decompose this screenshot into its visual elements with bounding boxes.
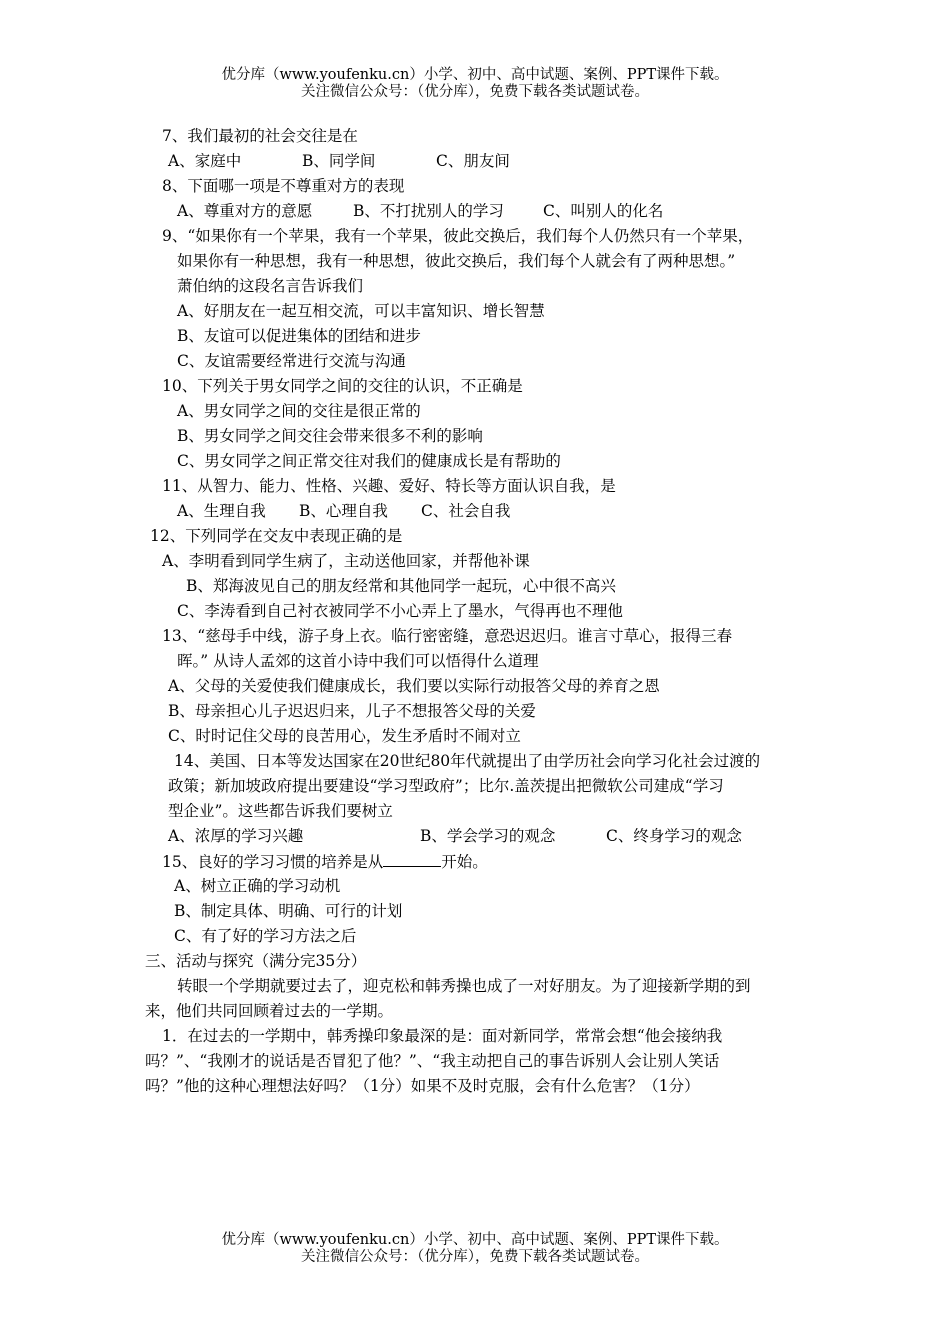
section3-q1-line-3: 吗？”他的这种心理想法好吗？（1分）如果不及时克服，会有什么危害？（1分） [145, 1077, 700, 1095]
q15-stem-after: 开始。 [441, 853, 488, 871]
q15-option-b: B、制定具体、明确、可行的计划 [174, 902, 403, 920]
q14-options [168, 826, 742, 846]
q13-option-b: B、母亲担心儿子迟迟归来，儿子不想报答父母的关爱 [168, 702, 536, 720]
q9-stem-line-2: 如果你有一种思想，我有一种思想，彼此交换后，我们每个人就会有了两种思想。” [177, 252, 736, 270]
q8-options [177, 201, 663, 221]
section3-q1-line-1: 1．在过去的一学期中，韩秀操印象最深的是：面对新同学，常常会想“他会接纳我 [162, 1027, 723, 1045]
page-footer [0, 1232, 950, 1266]
q8-stem: 8、下面哪一项是不尊重对方的表现 [162, 177, 405, 195]
q11-option-b: B、心理自我 [299, 502, 388, 520]
q9-stem-line-1: 9、“如果你有一个苹果，我有一个苹果，彼此交换后，我们每个人仍然只有一个苹果， [162, 227, 754, 245]
q8-option-a: A、尊重对方的意愿 [177, 202, 313, 220]
q9-option-b: B、友谊可以促进集体的团结和进步 [177, 327, 421, 345]
q13-stem-line-2: 晖。” 从诗人孟郊的这首小诗中我们可以悟得什么道理 [177, 652, 539, 670]
q7-option-b: B、同学间 [302, 152, 376, 170]
q14-option-c: C、终身学习的观念 [606, 827, 742, 845]
q12-option-a: A、李明看到同学生病了，主动送他回家，并帮他补课 [162, 552, 530, 570]
q10-stem: 10、下列关于男女同学之间的交往的认识，不正确是 [162, 377, 523, 395]
page-header [0, 67, 950, 101]
q7-stem: 7、我们最初的社会交往是在 [162, 127, 358, 145]
q15-option-c: C、有了好的学习方法之后 [174, 927, 357, 945]
q14-stem-line-1: 14、美国、日本等发达国家在20世纪80年代就提出了由学历社会向学习化社会过渡的 [174, 752, 761, 770]
q7-options [168, 151, 510, 171]
q15-stem-before: 15、良好的学习习惯的培养是从 [162, 853, 384, 871]
section3-title: 三、活动与探究（满分完35分） [145, 952, 367, 970]
q15-answer-blank [383, 851, 441, 867]
q14-option-b: B、学会学习的观念 [420, 827, 556, 845]
q14-stem-line-3: 型企业”。这些都告诉我们要树立 [168, 802, 393, 820]
section3-intro-line-1: 转眼一个学期就要过去了，迎克松和韩秀操也成了一对好朋友。为了迎接新学期的到 [177, 977, 751, 995]
q8-option-b: B、不打扰别人的学习 [353, 202, 504, 220]
footer-line-1: 优分库（www.youfenku.cn）小学、初中、高中试题、案例、PPT课件下载。 [221, 1232, 729, 1248]
q11-option-c: C、社会自我 [421, 502, 511, 520]
header-line-1: 优分库（www.youfenku.cn）小学、初中、高中试题、案例、PPT课件下载。 [221, 67, 729, 83]
q9-option-a: A、好朋友在一起互相交流，可以丰富知识、增长智慧 [177, 302, 545, 320]
q10-option-c: C、男女同学之间正常交往对我们的健康成长是有帮助的 [177, 452, 561, 470]
q8-option-c: C、叫别人的化名 [543, 202, 664, 220]
q12-option-c: C、李涛看到自己衬衣被同学不小心弄上了墨水，气得再也不理他 [177, 602, 623, 620]
q9-option-c: C、友谊需要经常进行交流与沟通 [177, 352, 406, 370]
q11-stem: 11、从智力、能力、性格、兴趣、爱好、特长等方面认识自我，是 [162, 477, 616, 495]
q15-option-a: A、树立正确的学习动机 [174, 877, 341, 895]
section3-intro-line-2: 来，他们共同回顾着过去的一学期。 [145, 1002, 394, 1020]
q14-stem-line-2: 政策；新加坡政府提出要建设“学习型政府”；比尔.盖茨提出把微软公司建成“学习 [168, 777, 724, 795]
header-line-2: 关注微信公众号：（优分库），免费下载各类试题试卷。 [301, 84, 649, 100]
q13-stem-line-1: 13、“慈母手中线，游子身上衣。临行密密缝，意恐迟迟归。谁言寸草心，报得三春 [162, 627, 733, 645]
footer-line-2: 关注微信公众号：（优分库），免费下载各类试题试卷。 [301, 1249, 649, 1265]
q11-option-a: A、生理自我 [177, 502, 266, 520]
q13-option-a: A、父母的关爱使我们健康成长，我们要以实际行动报答父母的养育之恩 [168, 677, 660, 695]
q7-option-c: C、朋友间 [436, 152, 510, 170]
q10-option-b: B、男女同学之间交往会带来很多不利的影响 [177, 427, 483, 445]
q15-stem [162, 851, 488, 872]
q10-option-a: A、男女同学之间的交往是很正常的 [177, 402, 421, 420]
q11-options [177, 501, 510, 521]
q12-option-b: B、郑海波见自己的朋友经常和其他同学一起玩，心中很不高兴 [186, 577, 616, 595]
q14-option-a: A、浓厚的学习兴趣 [168, 827, 304, 845]
section3-q1-line-2: 吗？”、“我刚才的说话是否冒犯了他？”、“我主动把自己的事告诉别人会让别人笑话 [145, 1052, 720, 1070]
q12-stem: 12、下列同学在交友中表现正确的是 [150, 527, 403, 545]
q7-option-a: A、家庭中 [168, 152, 242, 170]
q9-stem-line-3: 萧伯纳的这段名言告诉我们 [177, 277, 364, 295]
q13-option-c: C、时时记住父母的良苦用心，发生矛盾时不闹对立 [168, 727, 521, 745]
